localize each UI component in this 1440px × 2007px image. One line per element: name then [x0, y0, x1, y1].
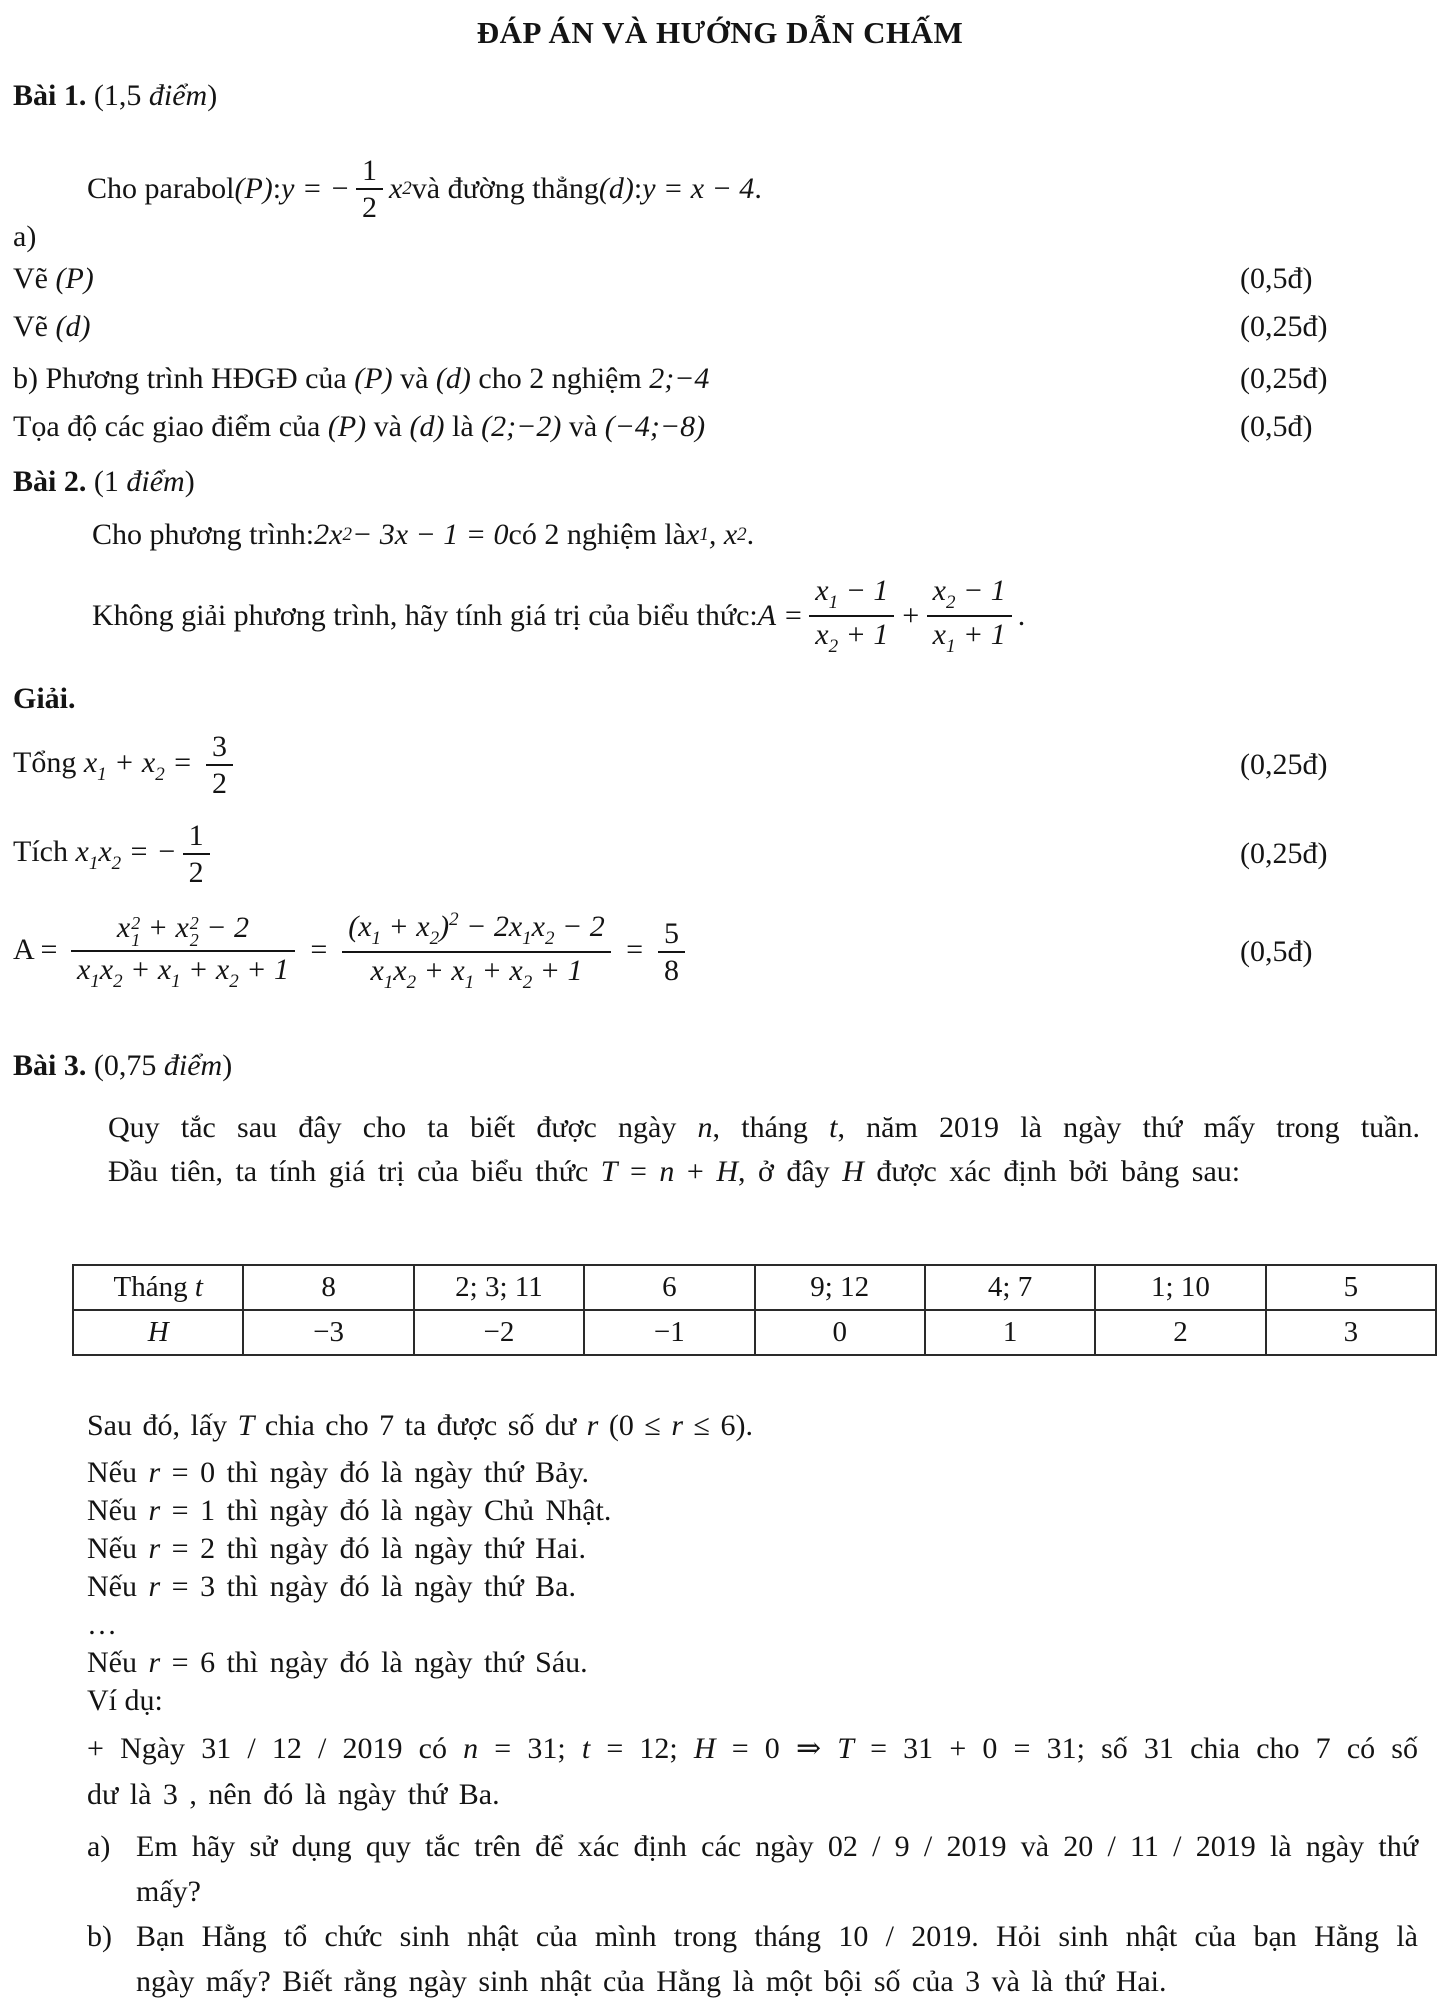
table-row-h-values — [73, 1310, 1436, 1355]
table-cell: 9; 12 — [755, 1265, 925, 1310]
month-h-table — [72, 1264, 1437, 1356]
example-label: Ví dụ: — [87, 1684, 163, 1717]
points-badge: (0,5đ) — [1240, 410, 1313, 443]
a-value-formula: A = x 2 1 + x 2 2 − 2 $x_1x_2 + x_1 + x_2 + 1$ = $\frac{(x_1 + x_2)^2 - 2x_1x_2 - 2}{x_1x_2 + x_1 + x_2 + 1}$ = $\frac{5}{8}$ — [13, 909, 691, 995]
table-cell: 4; 7 — [925, 1265, 1095, 1310]
points-badge: (0,25đ) — [1240, 748, 1328, 781]
table-cell: Tháng t — [73, 1265, 243, 1310]
table-cell: 2 — [1095, 1310, 1265, 1355]
table-cell: 6 — [584, 1265, 754, 1310]
table-cell: −1 — [584, 1310, 754, 1355]
bai-1-heading: Bài 1. (1,5 điểm) — [13, 79, 218, 112]
table-cell: 0 — [755, 1310, 925, 1355]
document-title: ĐÁP ÁN VÀ HƯỚNG DẪN CHẤM — [476, 15, 964, 50]
table-row-months — [73, 1265, 1436, 1310]
table-cell: 1 — [925, 1310, 1095, 1355]
points-badge: (0,5đ) — [1240, 262, 1313, 295]
example-line-2: dư là 3 , nên đó là ngày thứ Ba. — [87, 1778, 500, 1811]
item-a-line-1: Em hãy sử dụng quy tắc trên để xác định các ngày 02 / 9 / 2019 và 20 / 11 / 2019 là ngày thứ — [136, 1830, 1418, 1863]
item-a-line-2: mấy? — [136, 1875, 201, 1908]
rule-r2-line: Nếu r = 2 thì ngày đó là ngày thứ Hai. — [87, 1532, 586, 1565]
points-badge: (0,25đ) — [1240, 310, 1328, 343]
draw-line-text: Vẽ (d) — [13, 310, 91, 343]
bai-3-rule-paragraph — [108, 1106, 1420, 1194]
bai-2-heading: Bài 2. (1 điểm) — [13, 465, 195, 498]
points-badge: (0,25đ) — [1240, 837, 1328, 870]
bai-1-item-a-label: a) — [13, 220, 37, 253]
table-cell: 8 — [243, 1265, 413, 1310]
rule-r1-line: Nếu r = 1 thì ngày đó là ngày Chủ Nhật. — [87, 1494, 612, 1527]
draw-line-row — [0, 308, 1440, 346]
table-cell: 2; 3; 11 — [414, 1265, 584, 1310]
bai-1-problem-statement: Cho parabol (P) : y = − $\frac{1}{2}$ x 2 và đường thẳng (d) : y = x − 4 . — [87, 154, 762, 224]
table-cell: H — [73, 1310, 243, 1355]
item-b-text — [136, 1914, 1418, 2004]
table-cell: 1; 10 — [1095, 1265, 1265, 1310]
rule-r3-line: Nếu r = 3 thì ngày đó là ngày thứ Ba. — [87, 1570, 576, 1603]
bai-2-equation-line: Cho phương trình: 2x 2 − 3x − 1 = 0 có 2 nghiệm là x 1 , x 2 . — [92, 518, 755, 551]
item-a-marker: a) — [87, 1830, 111, 1863]
example-paragraph — [87, 1726, 1418, 1818]
item-b-line-2: ngày mấy? Biết rằng ngày sinh nhật của Hằng là một bội số của 3 và là thứ Hai. — [136, 1965, 1167, 1998]
remainder-rule-line: Sau đó, lấy T chia cho 7 ta được số dư r (0 ≤ r ≤ 6). — [87, 1409, 753, 1442]
intersection-points-text: Tọa độ các giao điểm của (P) và (d) là (2;−2) và (−4;−8) — [13, 410, 706, 443]
item-b-equation-row — [0, 360, 1440, 398]
points-badge: (0,25đ) — [1240, 362, 1328, 395]
a-value-row — [0, 900, 1440, 1004]
item-a-text — [136, 1824, 1418, 1914]
question-items — [0, 1824, 1440, 2004]
item-b-line-1: Bạn Hằng tổ chức sinh nhật của mình trong tháng 10 / 2019. Hỏi sinh nhật của bạn Hằng là — [136, 1920, 1418, 1953]
table-cell: 5 — [1266, 1265, 1436, 1310]
table-cell: 3 — [1266, 1310, 1436, 1355]
points-badge: (0,5đ) — [1240, 935, 1313, 968]
rule-r0-line: Nếu r = 0 thì ngày đó là ngày thứ Bảy. — [87, 1456, 590, 1489]
rule-paragraph-line-1: Quy tắc sau đây cho ta biết được ngày n, tháng t, năm 2019 là ngày thứ mấy trong tuần. — [108, 1111, 1420, 1144]
ellipsis-line: … — [87, 1608, 117, 1641]
item-b-marker: b) — [87, 1920, 112, 1953]
table-cell: −3 — [243, 1310, 413, 1355]
intersection-points-row — [0, 408, 1440, 446]
item-b-equation-text: b) Phương trình HĐGĐ của (P) và (d) cho 2 nghiệm 2;−4 — [13, 362, 710, 395]
sum-row — [0, 722, 1440, 808]
product-formula: Tích $x_1x_2$ = − $\frac{1}{2}$ — [13, 818, 216, 890]
draw-parabola-row — [0, 260, 1440, 298]
solution-label: Giải. — [13, 682, 76, 715]
bai-2-expression-line: Không giải phương trình, hãy tính giá trị của biểu thức: A = $\frac{x_1 - 1}{x_2 + 1}$ + $\frac{x_2 - 1}{x_1 + 1}$ . — [92, 574, 1026, 657]
bai-3-heading: Bài 3. (0,75 điểm) — [13, 1049, 233, 1082]
table-cell: −2 — [414, 1310, 584, 1355]
question-item-a — [0, 1824, 1440, 1914]
example-line-1: + Ngày 31 / 12 / 2019 có n = 31; t = 12; H = 0 ⇒ T = 31 + 0 = 31; số 31 chia cho 7 có số — [87, 1732, 1418, 1765]
question-item-b — [0, 1914, 1440, 2004]
draw-parabola-text: Vẽ (P) — [13, 262, 94, 295]
sum-formula: Tổng $x_1 + x_2$ = $\frac{3}{2}$ — [13, 729, 239, 801]
rule-paragraph-line-2: Đầu tiên, ta tính giá trị của biểu thức T = n + H, ở đây H được xác định bởi bảng sau: — [108, 1155, 1241, 1188]
product-row — [0, 810, 1440, 898]
rule-r6-line: Nếu r = 6 thì ngày đó là ngày thứ Sáu. — [87, 1646, 588, 1679]
